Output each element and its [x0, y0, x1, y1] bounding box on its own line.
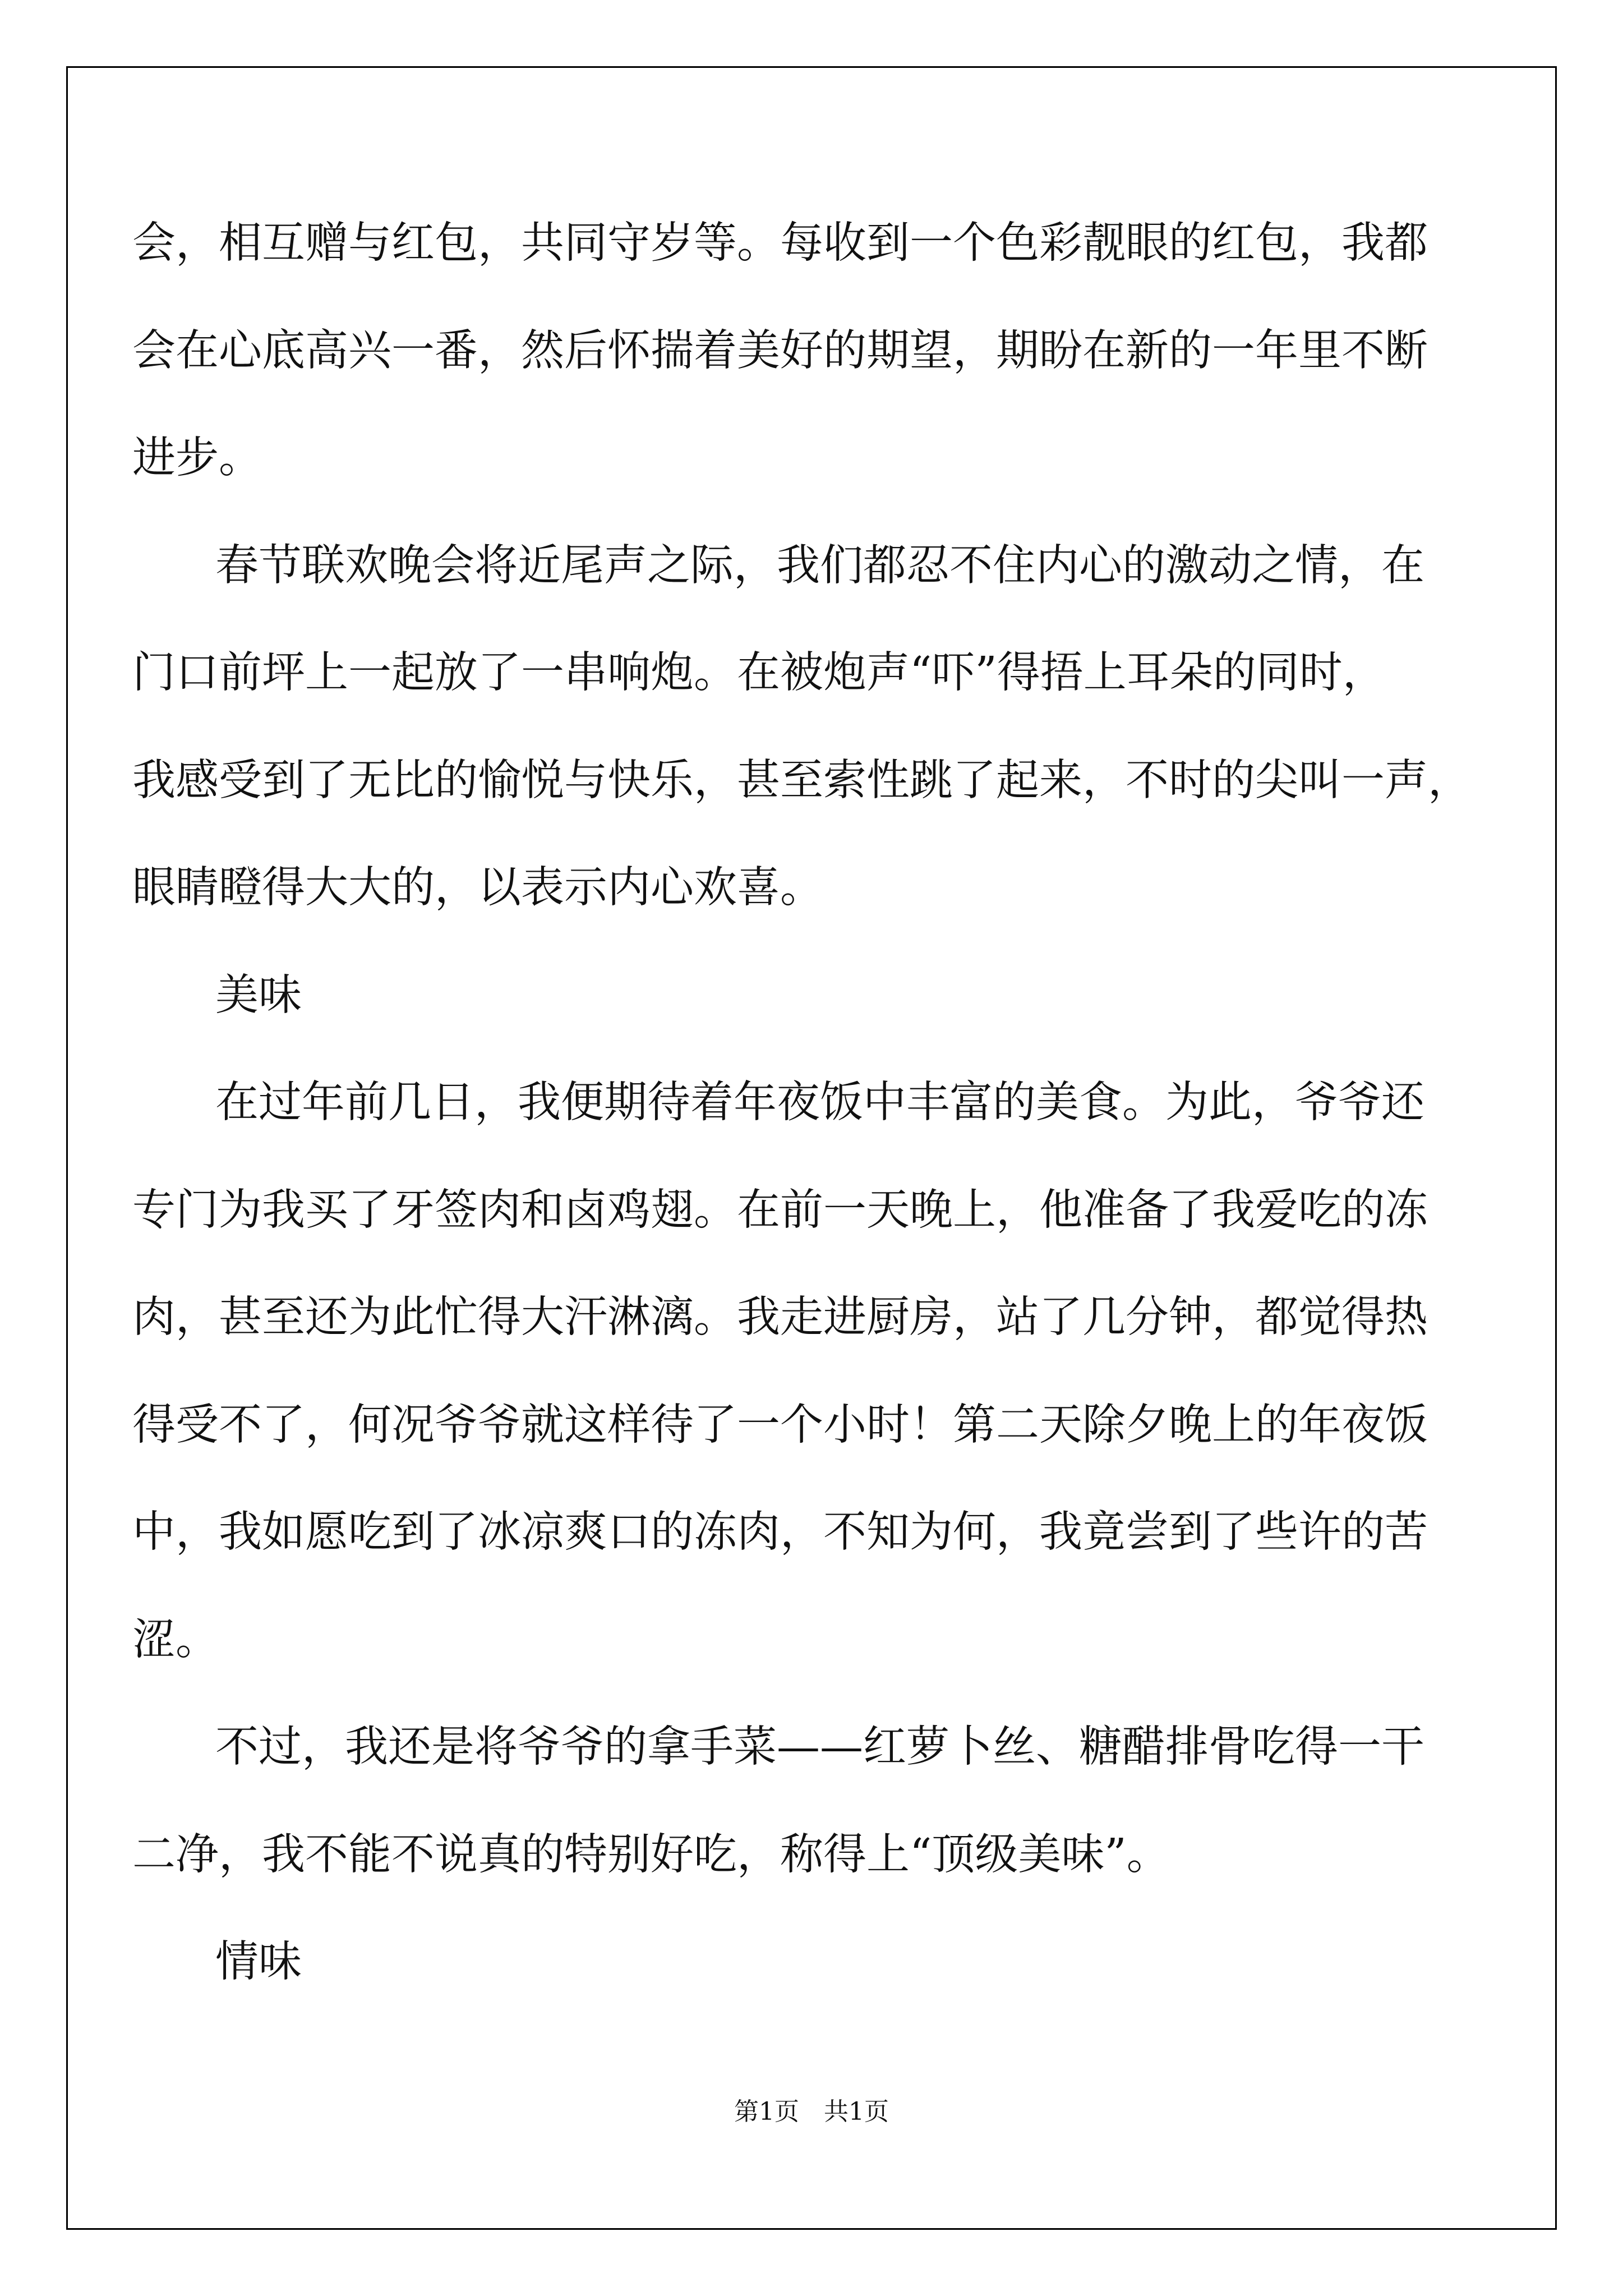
text-line: 涩。: [132, 1614, 219, 1665]
paragraph-4: [132, 1694, 1478, 1908]
page-footer: 第1页 共1页: [734, 2097, 889, 2126]
text-line: 门口前坪上一起放了一串响炮。在被炮声“吓”得捂上耳朵的同时，: [132, 648, 1386, 698]
text-line: 专门为我买了牙签肉和卤鸡翅。在前一天晚上，他准备了我爱吃的冻: [132, 1185, 1428, 1235]
paragraph-3: [132, 1049, 1478, 1694]
text-line: 二净，我不能不说真的特别好吃，称得上“顶级美味”。: [132, 1829, 1170, 1880]
text-line: 不过，我还是将爷爷的拿手菜——红萝卜丝、糖醋排骨吃得一干: [215, 1722, 1424, 1772]
paragraph-2: [132, 512, 1478, 942]
text-line: 在过年前几日，我便期待着年夜饭中丰富的美食。为此，爷爷还: [215, 1078, 1424, 1128]
section-heading-qingwei: [132, 1908, 1478, 2016]
text-line: 眼睛瞪得大大的，以表示内心欢喜。: [132, 863, 823, 913]
section-heading: 情味: [215, 1937, 302, 1987]
text-line: 会在心底高兴一番，然后怀揣着美好的期望，期盼在新的一年里不断: [132, 325, 1428, 376]
section-heading-meiwei: [132, 942, 1478, 1050]
text-line: 我感受到了无比的愉悦与快乐，甚至索性跳了起来，不时的尖叫一声，: [132, 755, 1471, 806]
text-line: 中，我如愿吃到了冰凉爽口的冻肉，不知为何，我竟尝到了些许的苦: [132, 1507, 1428, 1557]
text-line: 春节联欢晚会将近尾声之际，我们都忍不住内心的激动之情，在: [215, 540, 1424, 591]
paragraph-1: [132, 190, 1478, 512]
text-line: 进步。: [132, 433, 262, 483]
text-line: 肉，甚至还为此忙得大汗淋漓。我走进厨房，站了几分钟，都觉得热: [132, 1292, 1428, 1342]
text-line: 会，相互赠与红包，共同守岁等。每收到一个色彩靓眼的红包，我都: [132, 218, 1428, 268]
document-body: [132, 190, 1478, 2016]
text-line: 得受不了，何况爷爷就这样待了一个小时！第二天除夕晚上的年夜饭: [132, 1400, 1428, 1450]
section-heading: 美味: [215, 970, 302, 1020]
